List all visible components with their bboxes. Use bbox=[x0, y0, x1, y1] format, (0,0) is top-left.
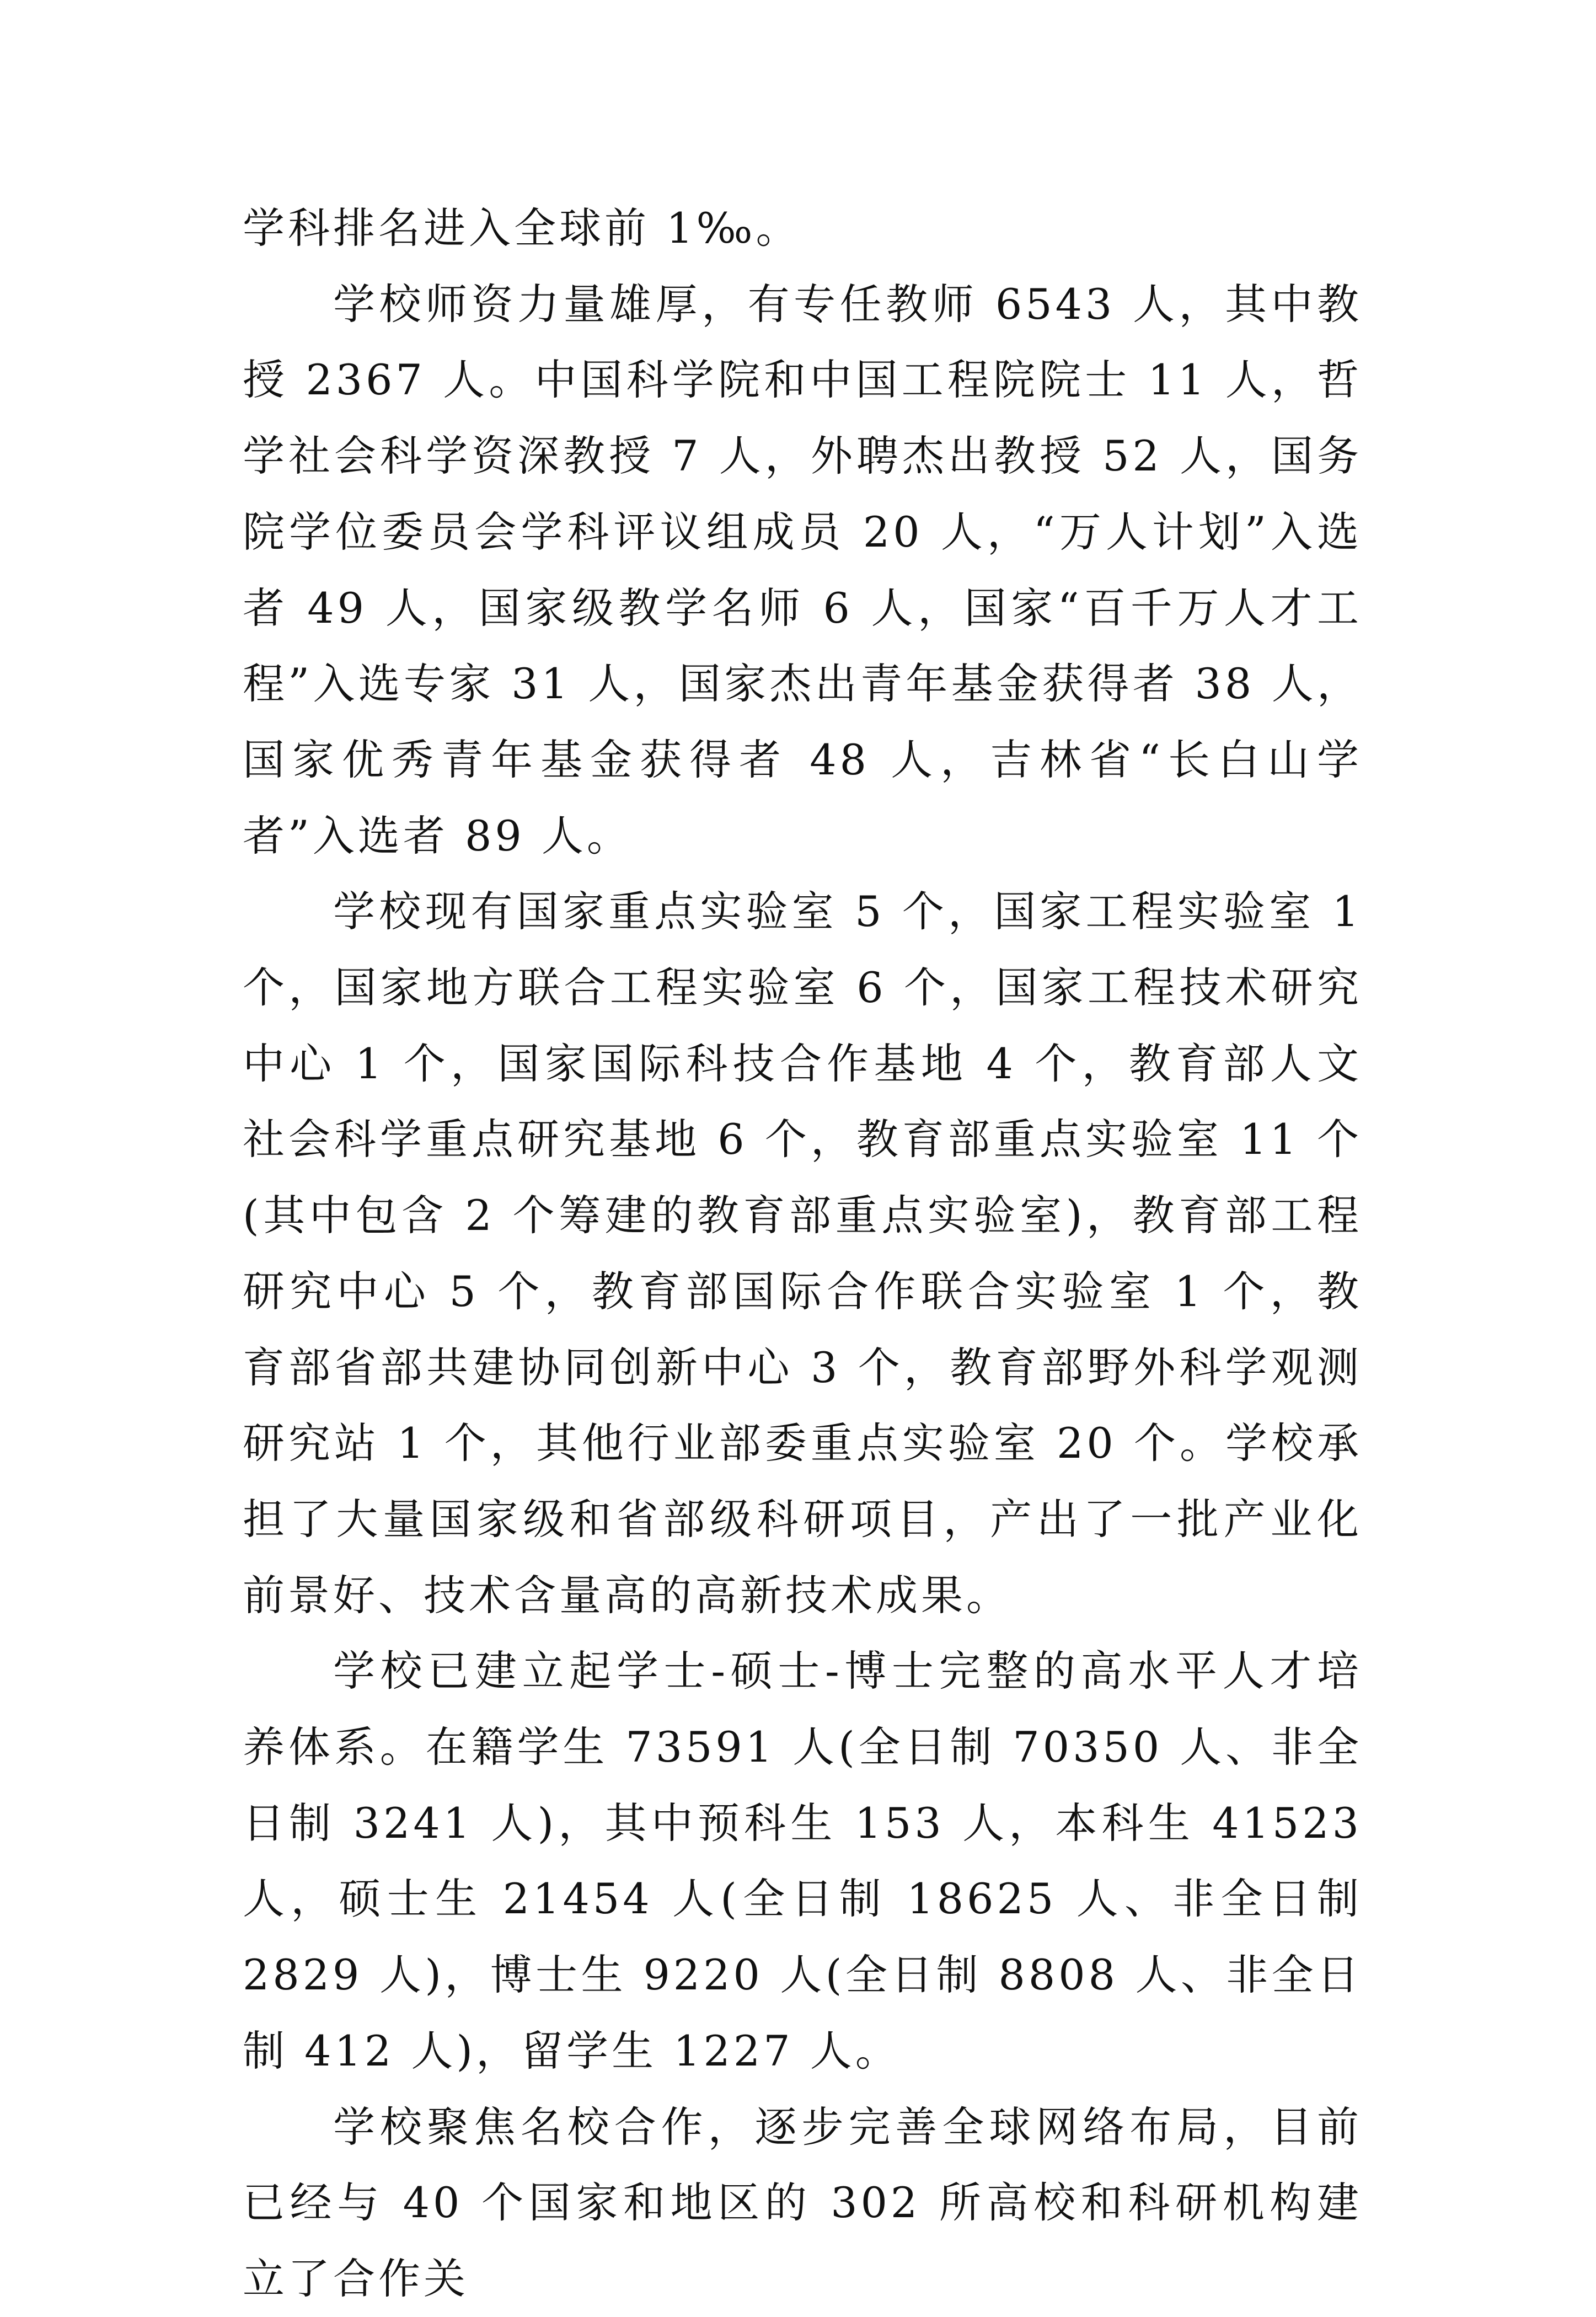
document-body bbox=[243, 190, 1362, 2317]
paragraph-students: 学校已建立起学士-硕士-博士完整的高水平人才培养体系。在籍学生 73591 人(全日制 70350 人、非全日制 3241 人)，其中预科生 153 人，本科生 41523 人，硕士生 21454 人(全日制 18625 人、非全日制 2829 人)，博士生 9220 人(全日制 8808 人、非全日制 412 人)，留学生 1227 人。 bbox=[243, 1646, 1362, 2075]
paragraph-ranking-continuation: 学科排名进入全球前 1‰。 bbox=[243, 204, 801, 253]
paragraph-faculty: 学校师资力量雄厚，有专任教师 6543 人，其中教授 2367 人。中国科学院和中国工程院院士 11 人，哲学社会科学资深教授 7 人，外聘杰出教授 52 人，国务院学位委员会学科评议组成员 20 人，“万人计划”入选者 49 人，国家级教学名师 6 人，国家“百千万人才工程”入选专家 31 人，国家杰出青年基金获得者 38 人，国家优秀青年基金获得者 48 人，吉林省“长白山学者”入选者 89 人。 bbox=[243, 279, 1362, 860]
paragraph-research-labs: 学校现有国家重点实验室 5 个，国家工程实验室 1 个，国家地方联合工程实验室 6 个，国家工程技术研究中心 1 个，国家国际科技合作基地 4 个，教育部人文社会科学重点研究基地 6 个，教育部重点实验室 11 个(其中包含 2 个筹建的教育部重点实验室)，教育部工程研究中心 5 个，教育部国际合作联合实验室 1 个，教育部省部共建协同创新中心 3 个，教育部野外科学观测研究站 1 个，其他行业部委重点实验室 20 个。学校承担了大量国家级和省部级科研项目，产出了一批产业化前景好、技术含量高的高新技术成果。 bbox=[243, 887, 1362, 1620]
paragraph-international-cooperation: 学校聚焦名校合作，逐步完善全球网络布局，目前已经与 40 个国家和地区的 302 所高校和科研机构建立了合作关 bbox=[243, 2102, 1362, 2303]
